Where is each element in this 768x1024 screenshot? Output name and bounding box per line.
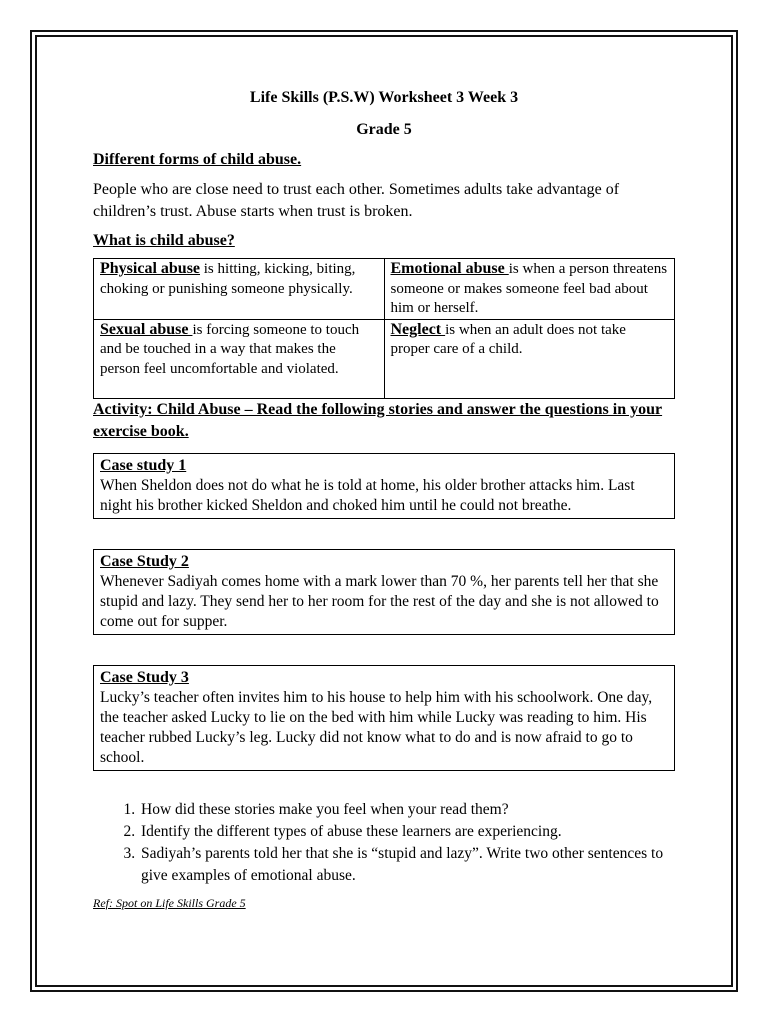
intro-paragraph: People who are close need to trust each other. Sometimes adults take advantage of children’s trust. Abuse starts when trust is broken. <box>93 181 620 220</box>
case-study-text: Lucky’s teacher often invites him to his house to help him with his schoolwork. One day, the teacher asked Lucky to lie on the bed with him while Lucky was reading to him. His teacher rubbed Lucky’s leg. Lucky did not know what to do and is now afraid to go to school. <box>100 688 653 766</box>
definition-cell-sexual <box>94 319 385 398</box>
table-row <box>94 259 675 320</box>
what-heading: What is child abuse? <box>93 232 235 249</box>
question-item: 1. How did these stories make you feel when your read them? <box>139 799 675 821</box>
worksheet <box>93 83 675 911</box>
case-study-3 <box>93 665 675 771</box>
case-study-title: Case Study 2 <box>100 552 189 570</box>
definition-term: Emotional abuse <box>390 260 509 277</box>
case-study-title: Case study 1 <box>100 456 187 474</box>
question-item: 2. Identify the different types of abuse these learners are experiencing. <box>139 821 675 843</box>
table-row <box>94 319 675 398</box>
question-item: 3. Sadiyah’s parents told her that she is “stupid and lazy”. Write two other sentences to give examples of emotional abuse. <box>139 843 675 887</box>
definition-text: is when an adult does not take proper care of a child. <box>390 321 626 357</box>
case-study-text: When Sheldon does not do what he is told at home, his older brother attacks him. Last night his brother kicked Sheldon and choked him until he could not breathe. <box>100 476 635 514</box>
definition-cell-emotional <box>384 259 675 320</box>
grade-label: Grade 5 <box>356 121 412 138</box>
case-study-text: Whenever Sadiyah comes home with a mark lower than 70 %, her parents tell her that she stupid and lazy. They send her to her room for the rest of the day and she is not allowed to come out for supper. <box>100 572 659 630</box>
reference-note: Ref: Spot on Life Skills Grade 5 <box>93 895 246 910</box>
definitions-table <box>93 258 675 399</box>
worksheet-title: Life Skills (P.S.W) Worksheet 3 Week 3 <box>249 89 519 106</box>
definition-text: is hitting, kicking, biting, choking or punishing someone physically. <box>100 261 356 297</box>
definition-cell-neglect <box>384 319 675 398</box>
question-list <box>93 799 675 887</box>
case-study-2 <box>93 549 675 635</box>
definition-term: Physical abuse <box>100 260 201 277</box>
section-heading: Different forms of child abuse. <box>93 151 302 168</box>
definition-text: is forcing someone to touch and be touched in a way that makes the person feel uncomfortable and violated. <box>100 321 360 377</box>
definition-term: Sexual abuse <box>100 320 193 338</box>
case-study-1 <box>93 453 675 519</box>
activity-instructions: Activity: Child Abuse – Read the following stories and answer the questions in your exercise book. <box>93 400 663 440</box>
definition-cell-physical <box>94 259 385 320</box>
case-study-title: Case Study 3 <box>100 668 189 686</box>
definition-text: is when a person threatens someone or makes someone feel bad about him or herself. <box>390 261 668 316</box>
definition-term: Neglect <box>390 320 446 338</box>
